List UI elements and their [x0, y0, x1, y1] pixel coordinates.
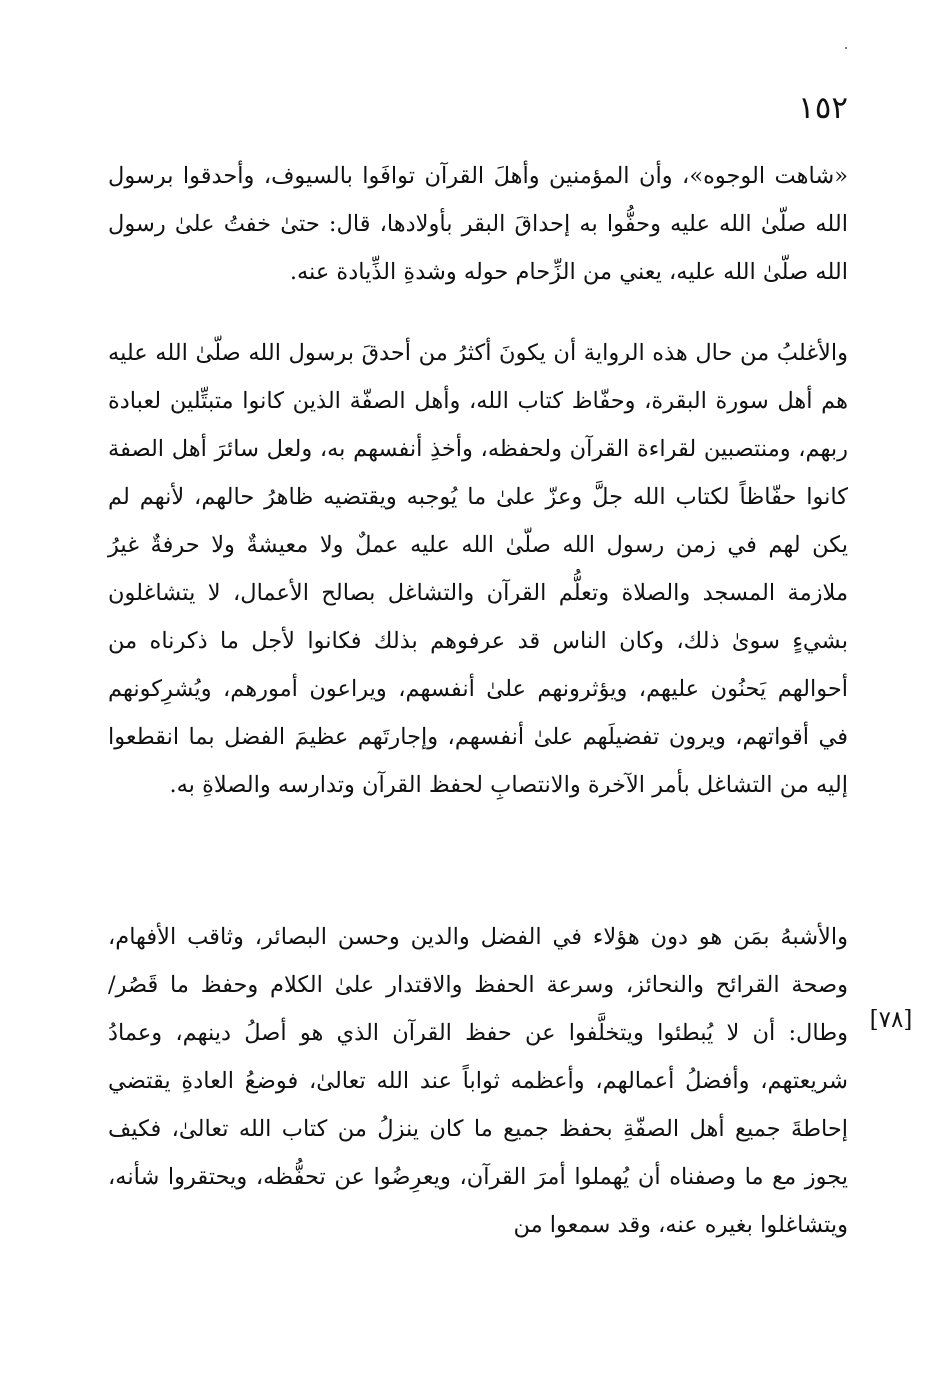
page-number: ١٥٢ [798, 90, 848, 126]
paragraph-1: «شاهت الوجوه»، وأن المؤمنين وأهلَ القرآن توافَوا بالسيوف، وأحدقوا برسول الله صلّىٰ الله عليه وحفُّوا به إحداقَ البقر بأولادها، قال: حتىٰ خفتُ علىٰ رسول الله صلّىٰ الله عليه، يعني من الزِّحام حوله وشدةِ الذِّيادة عنه. [108, 163, 848, 285]
paragraph-3: والأشبهُ بمَن هو دون هؤلاء في الفضل والدين وحسن البصائر، وثاقب الأفهام، وصحة القرائح والنحائز، وسرعة الحفظ والاقتدار علىٰ الكلام وحفظ ما قَصُر/ وطال: أن لا يُبطئوا ويتخلَّفوا عن حفظ القرآن الذي هو أصلُ دينهم، وعمادُ شريعتهم، وأفضلُ أعمالهم، وأعظمه ثواباً عند الله تعالىٰ، فوضعُ العادةِ يقتضي إحاطةَ جميع أهل الصفّةِ بحفظ جميع ما كان ينزلُ من كتاب الله تعالىٰ، فكيف يجوز مع ما وصفناه أن يُهملوا أمرَ القرآن، ويعرِضُوا عن تحفُّظه، ويحتقروا شأنه، ويتشاغلوا بغيره عنه، وقد سمعوا من [108, 924, 848, 1238]
paragraph-2: والأغلبُ من حال هذه الرواية أن يكونَ أكثرُ من أحدقَ برسول الله صلّىٰ الله عليه هم أهل سورة البقرة، وحفّاظ كتاب الله، وأهل الصفّة الذين كانوا متبتِّلين لعبادة ربهم، ومنتصبين لقراءة القرآن ولحفظه، وأخذِ أنفسهم به، ولعل سائرَ أهل الصفة كانوا حفّاظاً لكتاب الله جلَّ وعزّ علىٰ ما يُوجبه ويقتضيه ظاهرُ حالهم، لأنهم لم يكن لهم في زمن رسول الله صلّىٰ الله عليه عملٌ ولا معيشةٌ ولا حرفةٌ غيرُ ملازمة المسجد والصلاة وتعلُّم القرآن والتشاغل بصالح الأعمال، لا يتشاغلون بشيءٍ سوىٰ ذلك، وكان الناس قد عرفوهم بذلك فكانوا لأجل ما ذكرناه من أحوالهم يَحنُون عليهم، ويؤثرونهم علىٰ أنفسهم، ويراعون أمورهم، ويُشرِكونهم في أقواتهم، ويرون تفضيلَهم علىٰ أنفسهم، وإجارتَهم عظيمَ الفضل بما انقطعوا إليه من التشاغل بأمر الآخرة والانتصابِ لحفظ القرآن وتدارسه والصلاةِ به. [108, 340, 848, 798]
scan-speck [845, 47, 847, 49]
margin-folio-reference: [٧٨] [869, 1007, 913, 1033]
